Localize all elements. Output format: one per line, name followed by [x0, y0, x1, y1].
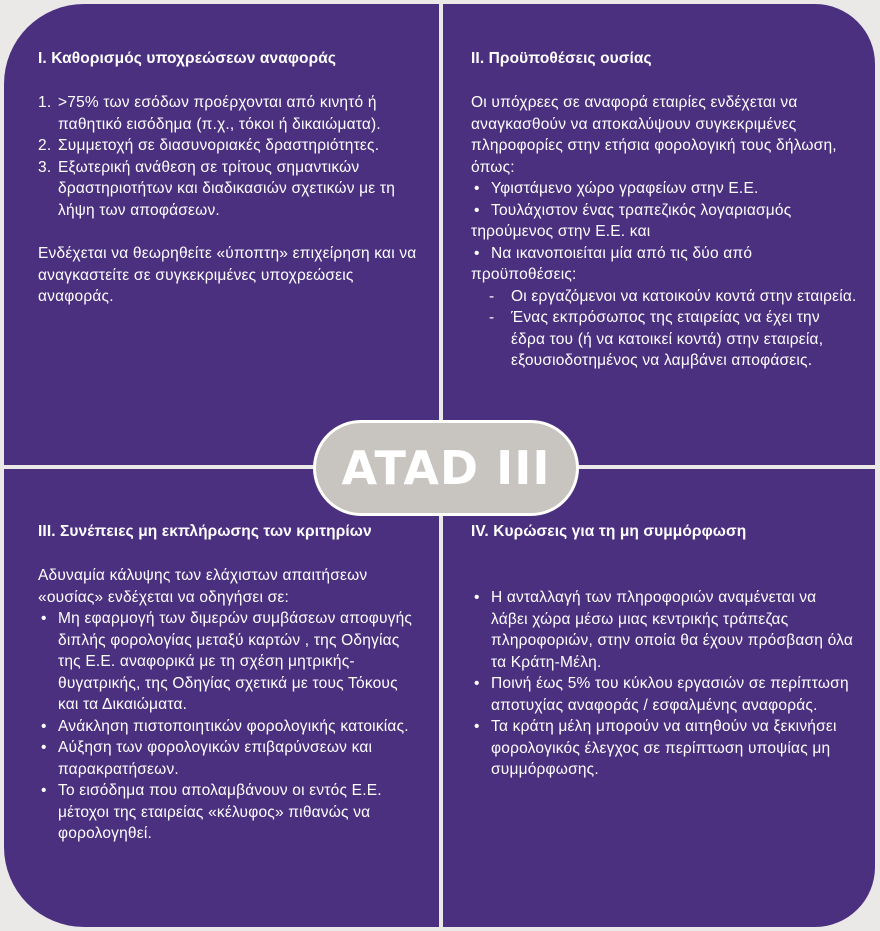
panel-note: Ενδέχεται να θεωρηθείτε «ύποπτη» επιχείρηση και να αναγκαστείτε σε συγκεκριμένες υποχρεώσεις αναφοράς. [38, 245, 417, 305]
list-item: • Μη εφαρμογή των διμερών συμβάσεων αποφυγής διπλής φορολογίας μεταξύ καρτών , της Οδηγίας της Ε.Ε. αναφορικά με τη σχέση μητρικής-θυγατρικής, της Οδηγίας σχετικά με τους Τόκους και τα Δικαιώματα. [38, 608, 421, 716]
conditions-sublist [489, 286, 857, 372]
item-text: >75% των εσόδων προέρχονται από κινητό ή παθητικό εισόδημα (π.χ., τόκοι ή δικαιώματα). [58, 94, 381, 133]
bullet-icon: • [474, 201, 480, 219]
list-item: • Τα κράτη μέλη μπορούν να αιτηθούν να ξεκινήσει φορολογικός έλεγχος σε περίπτωση υποψίας μη συμμόρφωσης. [471, 716, 857, 781]
consequences-list [38, 608, 421, 845]
panel-title: II. Προϋποθέσεις ουσίας [471, 50, 652, 67]
panel-title: IV. Κυρώσεις για τη μη συμμόρφωση [471, 523, 747, 540]
list-item [38, 135, 421, 157]
list-item [471, 200, 857, 243]
bullet-icon: • [474, 244, 480, 262]
panel-penalties [443, 469, 875, 927]
atad-quadrant-grid [4, 4, 875, 927]
sub-list-item: - Οι εργαζόμενοι να κατοικούν κοντά στην εταιρεία. [489, 286, 857, 308]
item-text: Υφιστάμενο χώρο γραφείων στην Ε.Ε. [491, 180, 759, 197]
bullet-icon: • [474, 180, 480, 197]
list-item [38, 157, 421, 222]
list-item [471, 243, 857, 286]
list-item [471, 178, 857, 200]
list-item [38, 92, 421, 135]
panel-intro: Αδυναμία κάλυψης των ελάχιστων απαιτήσεων «ουσίας» ενδέχεται να οδηγήσει σε: [38, 567, 368, 606]
panel-intro: Οι υπόχρεες σε αναφορά εταιρίες ενδέχεται να αναγκασθούν να αποκαλύψουν συγκεκριμένες πληροφορίες στην ετήσια φορολογική τους δήλωση, όπως: [471, 94, 837, 176]
item-text: Εξωτερική ανάθεση σε τρίτους σημαντικών δραστηριοτήτων και διαδικασιών σχετικών με τη λήψη των αποφάσεων. [58, 158, 396, 219]
panel-substance-requirements [443, 4, 875, 465]
panel-content [471, 521, 857, 781]
list-item: • Το εισόδημα που απολαμβάνουν οι εντός Ε.Ε. μέτοχοι της εταιρείας «κέλυφος» πιθανώς να φορολογηθεί. [38, 780, 421, 845]
penalties-list [471, 587, 857, 781]
requirements-list [471, 178, 857, 286]
panel-content [471, 48, 857, 372]
item-number: 1. [38, 94, 52, 111]
panel-content [38, 521, 421, 845]
panel-title: I. Καθορισμός υποχρεώσεων αναφοράς [38, 50, 337, 67]
list-item: • Ανάκληση πιστοποιητικών φορολογικής κατοικίας. [38, 716, 421, 738]
sub-list-item: - Ένας εκπρόσωπος της εταιρείας να έχει την έδρα του (ή να κατοικεί κοντά) στην εταιρεία, εξουσιοδοτημένος να λαμβάνει αποφάσεις. [489, 307, 857, 372]
list-item: • Ποινή έως 5% του κύκλου εργασιών σε περίπτωση αποτυχίας αναφοράς / εσφαλμένης αναφοράς. [471, 673, 857, 716]
item-number: 3. [38, 158, 52, 176]
criteria-list [38, 92, 421, 221]
item-number: 2. [38, 137, 52, 154]
center-title: ATAD III [341, 441, 551, 495]
panel-reporting-obligations [4, 4, 439, 465]
item-text: Συμμετοχή σε διασυνοριακές δραστηριότητες. [58, 137, 380, 154]
panel-content [38, 48, 421, 308]
panel-consequences [4, 469, 439, 927]
list-item: • Αύξηση των φορολογικών επιβαρύνσεων και παρακρατήσεων. [38, 737, 421, 780]
item-text: Να ικανοποιείται μία από τις δύο από προϋποθέσεις: [471, 244, 753, 283]
panel-title: III. Συνέπειες μη εκπλήρωσης των κριτηρίων [38, 523, 372, 540]
item-text: Τουλάχιστον ένας τραπεζικός λογαριασμός τηρούμενος στην Ε.Ε. και [471, 201, 792, 240]
center-title-pill [313, 420, 579, 516]
list-item: • Η ανταλλαγή των πληροφοριών αναμένεται να λάβει χώρα μέσω μιας κεντρικής τράπεζας πληροφοριών, στην οποία θα έχουν πρόσβαση όλα τα Κράτη-Μέλη. [471, 587, 857, 673]
